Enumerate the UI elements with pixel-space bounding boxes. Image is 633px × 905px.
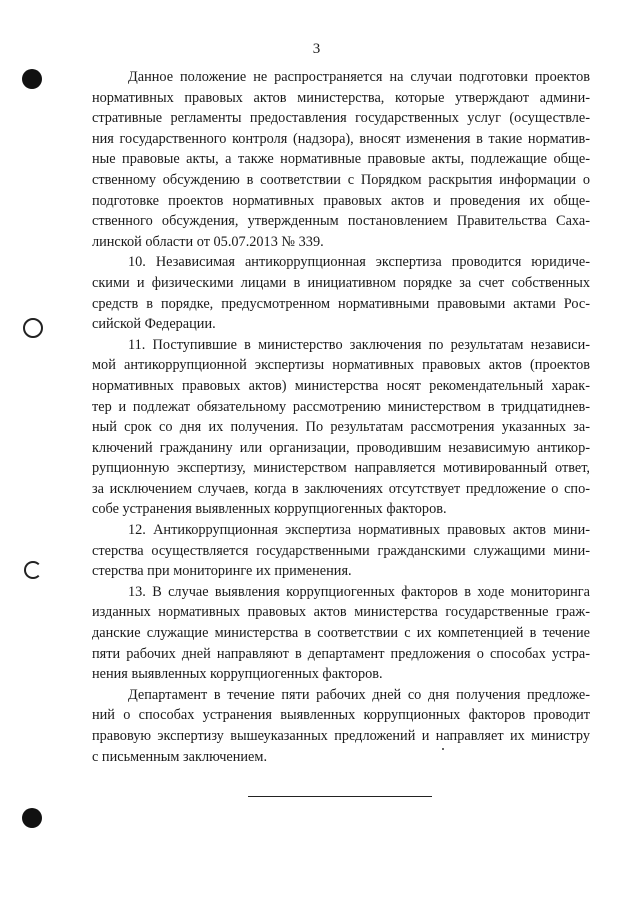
punch-hole-bottom [22,808,42,828]
text-line: стерства при мониторинге их применения. [92,563,352,580]
text-line: ственного обсуждения, утвержденным постановлением Правительства Саха- [92,213,590,230]
text-line: данские служащие министерства в соответствии с их компетенцией в течение [92,625,590,642]
text-line: Данное положение не распространяется на случаи подготовки проектов [128,69,590,85]
page-number: 3 [312,41,321,57]
text-line: тер и подлежат обязательному рассмотрению министерством в тридцатиднев- [92,398,590,415]
scan-speck [442,748,444,750]
text-line: стерства осуществляется государственными гражданскими служащими мини- [92,542,590,559]
text-line: ный срок со дня их получения. По результатам рассмотрения указанных за- [92,419,590,436]
text-line: подготовке проектов нормативных правовых актов и проведения их обще- [92,192,590,209]
text-line: ственному обсуждению в соответствии с Порядком раскрытия информации о [92,171,590,188]
text-line: 12. Антикоррупционная экспертиза нормативных правовых актов мини- [128,522,590,539]
text-line: нения выявленных коррупциогенных факторов. [92,666,383,683]
text-line: 13. В случае выявления коррупциогенных факторов в ходе мониторинга [128,583,590,600]
text-line: средств в порядке, предусмотренном нормативными правовыми актами Рос- [92,295,590,312]
text-line: с письменным заключением. [92,748,268,765]
punch-hole-partial [24,561,42,579]
text-line: рупционную экспертизу, министерством направляется мотивированный ответ, [92,460,590,477]
text-line: 10. Независимая антикоррупционная экспертиза проводится юридиче- [128,254,590,271]
text-line: ключений гражданину или организации, проводившим независимую антикор- [92,439,590,456]
document-body [92,67,590,767]
text-line: сийской Федерации. [92,316,216,333]
text-line: ные правовые акты, а также нормативные правовые акты, подлежащие обще- [92,151,590,168]
text-line: Департамент в течение пяти рабочих дней со дня получения предложе- [128,686,590,703]
text-line: 11. Поступившие в министерство заключения по результатам независи- [128,336,590,353]
text-line: скими и физическими лицами в инициативном порядке за счет собственных [92,274,590,291]
text-line: правовую экспертизу вышеуказанных предложений и направляет их министру [92,728,590,744]
punch-hole-top [22,69,42,89]
text-line: стративные регламенты предоставления государственных услуг (осуществле- [92,110,590,127]
text-line: за исключением случаев, когда в заключениях отсутствует предложение о спо- [92,480,590,497]
end-of-text-rule [248,796,432,797]
text-line: изданных нормативных правовых актов министерства государственные граж- [92,604,590,621]
text-line: ний о способах устранения выявленных коррупционных факторов проводит [92,707,590,724]
text-line: линской области от 05.07.2013 № 339. [92,233,324,250]
text-line: нормативных правовых актов министерства, которые утверждают админи- [92,89,590,106]
text-line: собе устранения выявленных коррупциогенных факторов. [92,501,447,518]
text-line: нормативных правовых актов) министерства носят рекомендательный харак- [92,377,590,394]
text-line: ния государственного контроля (надзора), вносят изменения в такие норматив- [92,130,590,147]
text-line: пяти рабочих дней направляют в департамент предложения о способах устра- [92,645,590,662]
text-line: мой антикоррупционной экспертизы нормативных правовых актов (проектов [92,357,590,374]
punch-hole-middle [23,318,43,338]
